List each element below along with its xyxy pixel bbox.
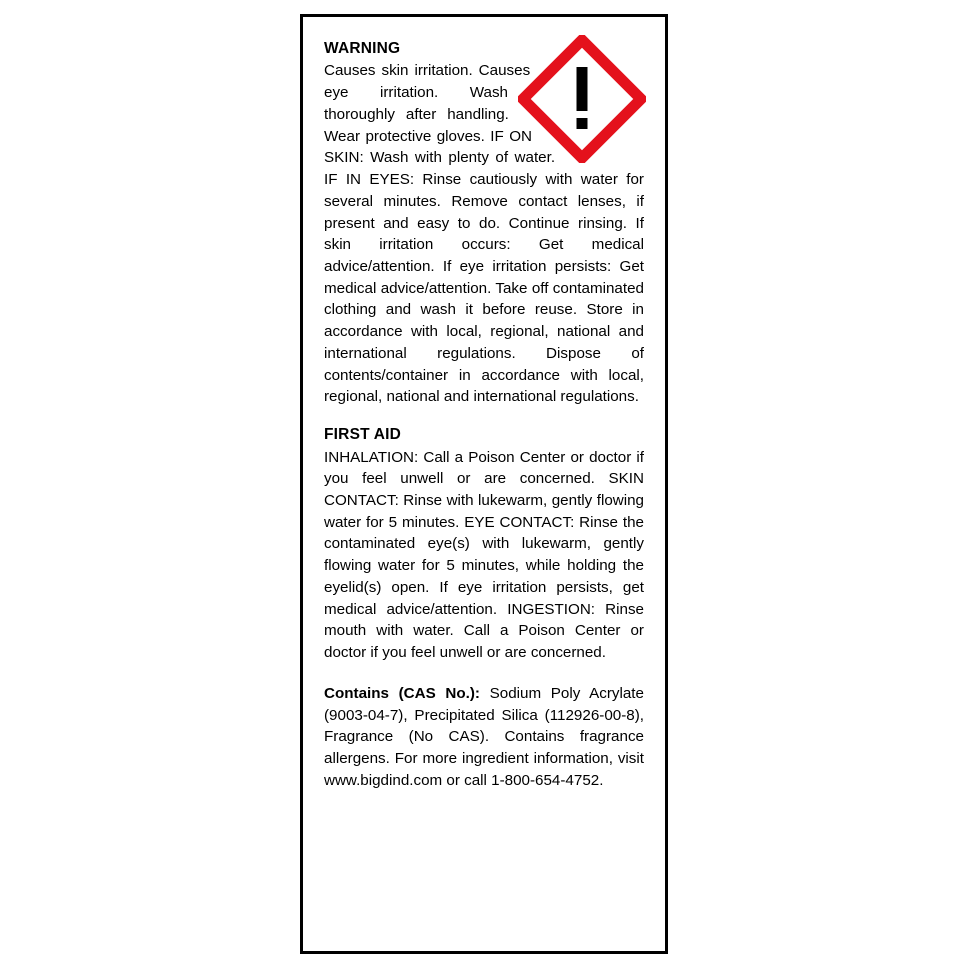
section-gap-2 [324, 664, 644, 683]
label-content [303, 17, 665, 951]
contains-label: Contains (CAS No.): [324, 684, 480, 702]
section-gap [324, 408, 644, 425]
contains-paragraph [324, 683, 644, 792]
ghs-exclamation-mark-icon [518, 35, 646, 163]
first-aid-heading: FIRST AID [324, 426, 401, 444]
warning-text: Causes skin irritation. Causes eye irritation. Wash thoroughly after handling. Wear protective gloves. IF ON SKIN: Wash with plenty of water. IF IN EYES: Rinse cautiously with water for several minutes. Remove contact lenses, if present and easy to do. Continue rinsing. If skin irritation occurs: Get medical advice/attention. If eye irritation persists: Get medical advice/attention. Take off contaminated clothing and wash it before reuse. Store in accordance with local, regional, national and international regulations. Dispose of contents/container in accordance with local, regional, national and international regulations. [324, 62, 644, 406]
warning-section [324, 39, 644, 408]
first-aid-text: INHALATION: Call a Poison Center or doctor if you feel unwell or are concerned. SKIN CONTACT: Rinse with lukewarm, gently flowing water for 5 minutes. EYE CONTACT: Rinse the contaminated eye(s) with lukewarm, gently flowing water for 5 minutes, while holding the eyelid(s) open. If eye irritation persists, get medical advice/attention. INGESTION: Rinse mouth with water. Call a Poison Center or doctor if you feel unwell or are concerned. [324, 448, 644, 662]
product-warning-label [300, 14, 668, 954]
warning-heading: WARNING [324, 40, 401, 57]
contains-section [324, 683, 644, 792]
first-aid-section [324, 425, 644, 664]
contains-text: Sodium Poly Acrylate (9003-04-7), Precipitated Silica (112926-00-8), Fragrance (No CAS). Contains fragrance allergens. For more ingredient information, visit www.bigdind.com or call 1-800-654-4752. [324, 684, 644, 789]
